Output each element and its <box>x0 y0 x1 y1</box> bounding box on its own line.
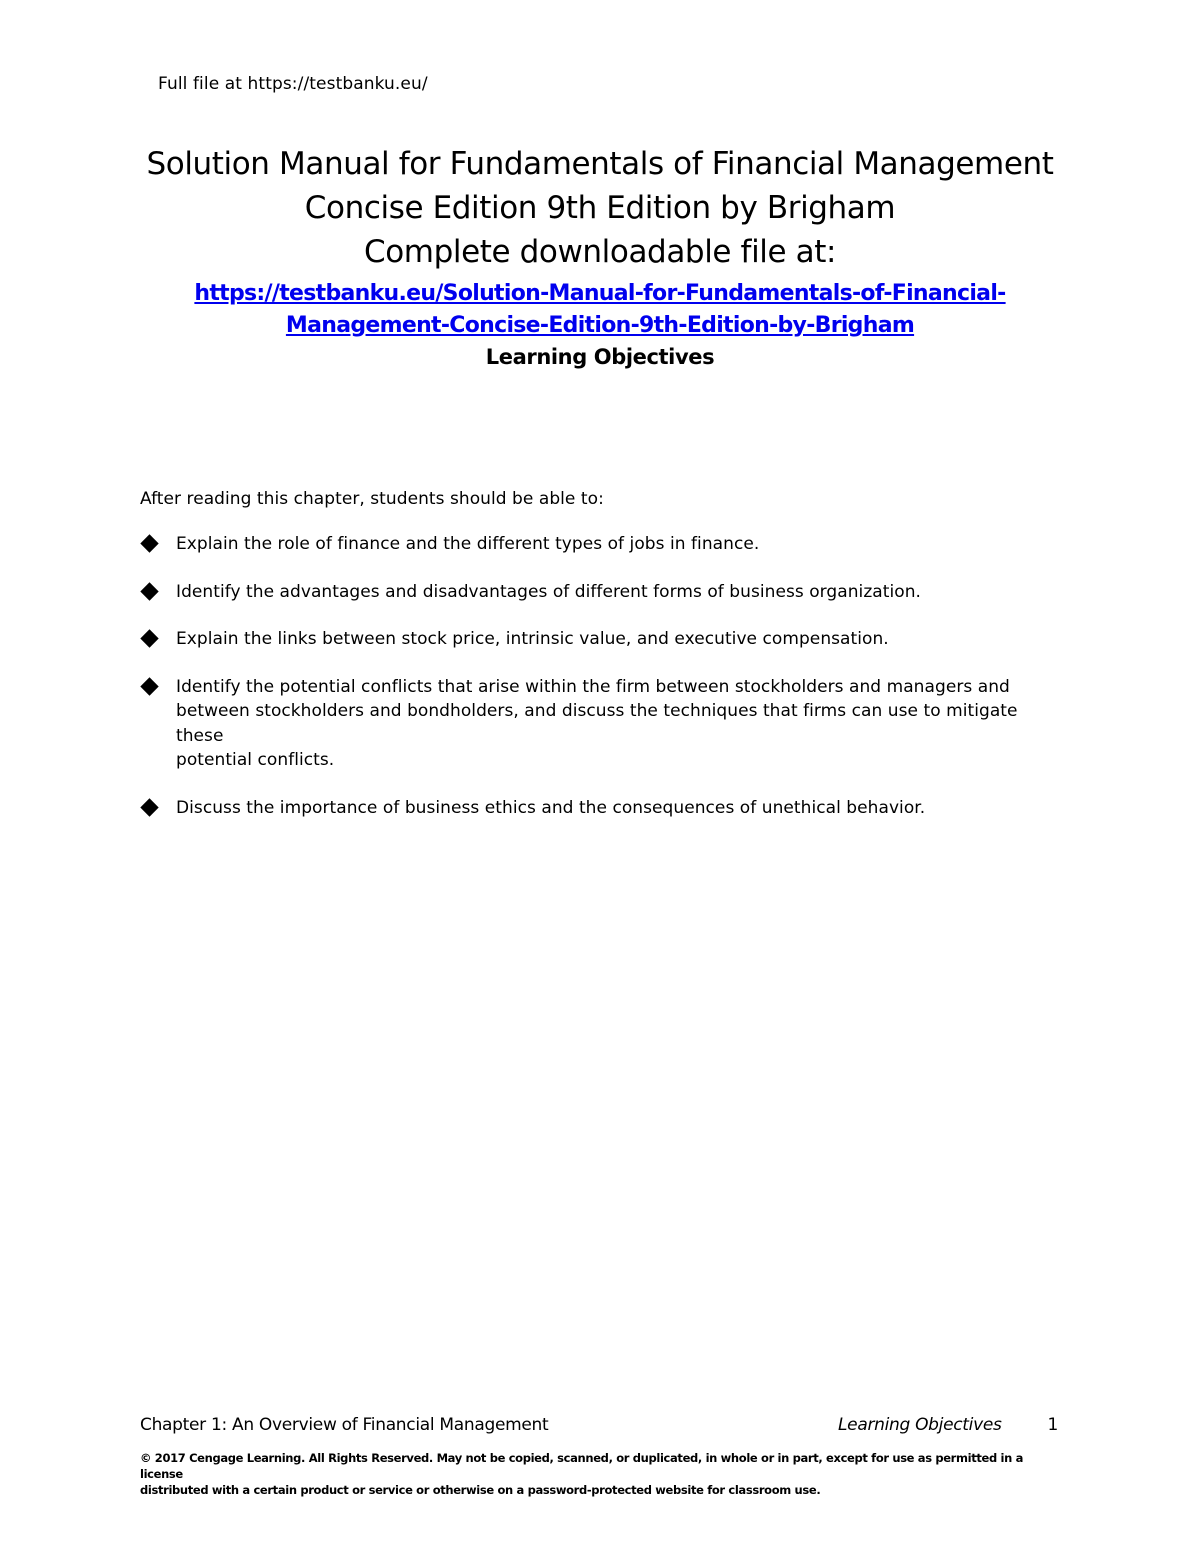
diamond-bullet-icon <box>140 677 158 695</box>
title-line-2: Concise Edition 9th Edition by Brigham <box>304 190 896 226</box>
objective-text-line-1: Identify the potential conflicts that arise within the firm between stockholders and managers and <box>176 676 1010 697</box>
copyright-line-2: distributed with a certain product or service or otherwise on a password-protected website for classroom use. <box>140 1483 821 1497</box>
objective-item <box>140 675 1070 773</box>
diamond-bullet-icon <box>140 582 158 600</box>
footer-page-number: 1 <box>1047 1415 1058 1435</box>
objective-item <box>140 627 1070 652</box>
header-note: Full file at https://testbanku.eu/ <box>158 74 428 94</box>
objective-item <box>140 796 1070 821</box>
download-link-line-2[interactable]: Management-Concise-Edition-9th-Edition-by-Brigham <box>285 313 915 338</box>
copyright-notice <box>140 1450 1065 1498</box>
download-link-line-1[interactable]: https://testbanku.eu/Solution-Manual-for-Fundamentals-of-Financial- <box>194 281 1006 306</box>
objective-text: Identify the advantages and disadvantages of different forms of business organization. <box>176 581 921 602</box>
title-block <box>0 142 1200 372</box>
footer-section-name: Learning Objectives <box>838 1415 1002 1435</box>
objective-text: Discuss the importance of business ethics and the consequences of unethical behavior. <box>176 797 926 818</box>
objective-text-line-2: between stockholders and bondholders, and discuss the techniques that firms can use to mitigate these <box>176 701 1018 746</box>
footer-chapter-title: Chapter 1: An Overview of Financial Management <box>140 1415 549 1435</box>
intro-text: After reading this chapter, students should be able to: <box>140 489 604 509</box>
title-line-3: Complete downloadable file at: <box>363 234 837 270</box>
objective-text-line-3: potential conflicts. <box>176 750 335 770</box>
diamond-bullet-icon <box>140 629 158 647</box>
copyright-line-1: © 2017 Cengage Learning. All Rights Reserved. May not be copied, scanned, or duplicated, in whole or in part, except for use as permitted in a license <box>140 1451 1023 1481</box>
objective-text: Explain the links between stock price, intrinsic value, and executive compensation. <box>176 629 889 649</box>
diamond-bullet-icon <box>140 534 158 552</box>
objective-text: Explain the role of finance and the different types of jobs in finance. <box>176 534 760 554</box>
objective-item <box>140 532 1070 557</box>
objective-item <box>140 580 1070 605</box>
section-heading: Learning Objectives <box>485 345 715 369</box>
title-line-1: Solution Manual for Fundamentals of Financial Management <box>146 146 1054 182</box>
diamond-bullet-icon <box>140 798 158 816</box>
objectives-list <box>140 532 1070 843</box>
